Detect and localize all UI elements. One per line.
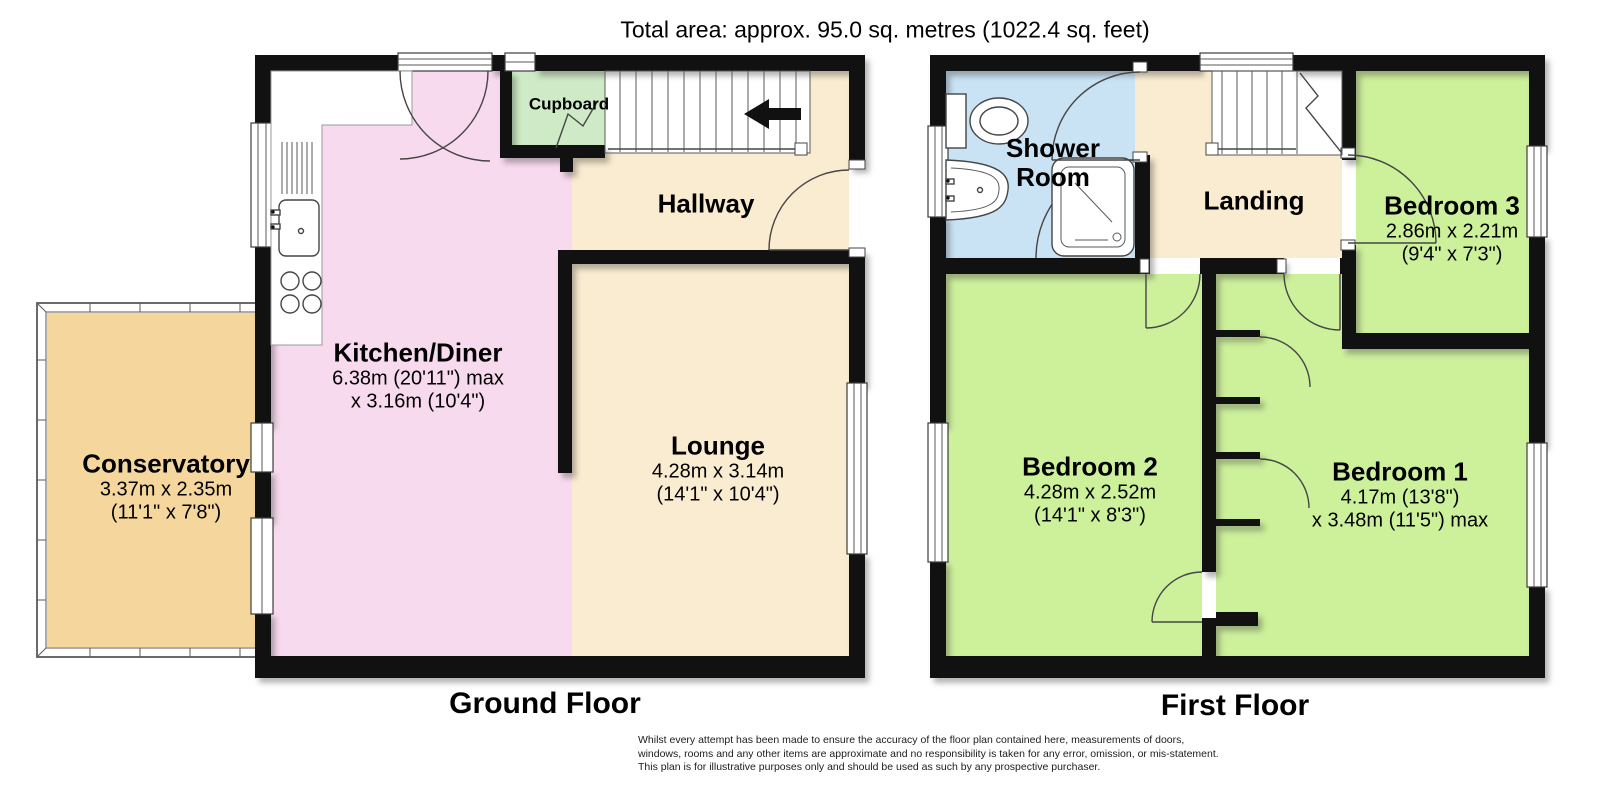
disclaimer-text [638,734,1219,775]
room-label-conservatory [82,450,250,525]
first-floor-label: First Floor [1160,689,1310,722]
room-name: Bedroom 3 [1384,190,1520,221]
room-name: Shower Room [1006,133,1100,192]
conservatory-opening-upper [251,423,273,472]
stair-newel-first [1206,143,1218,155]
room-label-bedroom2 [1022,453,1158,528]
room-label-shower-room [978,134,1128,192]
back-door-opening [398,53,492,71]
room-name: Bedroom 2 [1022,451,1158,482]
room-dimensions: (14'1" x 8'3") [1034,504,1146,527]
room-label-hallway [658,190,755,219]
room-dimensions: x 3.48m (11'5") max [1311,509,1489,532]
bedroom1-window [1527,443,1547,587]
room-name: Hallway [657,188,755,219]
landing-window [1200,53,1293,71]
shower-room-window [928,126,948,217]
room-dimensions: x 3.16m (10'4") [350,390,486,413]
front-door-jamb-top [849,160,865,169]
bedroom2-window [928,423,948,562]
bedroom3-door-jamb-bottom [1341,240,1355,250]
top-small-window [505,53,535,71]
kitchen-drainer-icon [282,142,312,194]
room-dimensions: 6.38m (20'11") max [332,367,504,390]
bedroom3-window [1527,146,1547,237]
conservatory-opening-lower [251,518,273,614]
room-dimensions: (9'4" x 7'3") [1401,243,1503,266]
room-dimensions: 4.28m x 3.14m [651,460,785,483]
room-name: Cupboard [528,94,610,114]
room-label-kitchen-diner [332,339,504,414]
ground-floor-label: Ground Floor [449,687,641,720]
disclaimer-line: windows, rooms and any other items are approximate and no responsibility is taken for any error, omission, or mis-statement. [638,747,1219,760]
shower-door-jamb-top [1133,62,1147,72]
room-name: Lounge [671,430,765,461]
room-label-lounge [652,432,784,507]
room-dimensions: 4.17m (13'8") [1340,486,1460,509]
bedroom1-door-jamb [1277,259,1286,273]
room-name: Bedroom 1 [1332,456,1468,487]
room-name: Conservatory [82,448,250,479]
room-dimensions: (11'1" x 7'8") [110,501,222,524]
room-dimensions: 4.28m x 2.52m [1023,481,1157,504]
room-label-landing [1203,187,1304,216]
bedroom3-door-jamb-top [1341,148,1355,158]
room-label-bedroom1 [1312,458,1488,533]
disclaimer-line: This plan is for illustrative purposes only and should be used as such by any prospective purchaser. [638,761,1101,773]
room-dimensions: (14'1" x 10'4") [656,483,780,506]
stair-newel [795,143,807,155]
kitchen-window [251,123,273,247]
room-label-cupboard [529,95,609,114]
room-name: Landing [1203,185,1305,216]
stairs-area-first [1212,71,1342,155]
bedroom2-door-jamb [1140,259,1149,273]
room-dimensions: 2.86m x 2.21m [1385,220,1519,243]
total-area-title: Total area: approx. 95.0 sq. metres (1022.4 sq. feet) [620,16,1150,43]
lounge-window [847,383,867,554]
front-door-jamb-bottom [849,248,865,257]
disclaimer-line: Whilst every attempt has been made to ensure the accuracy of the floor plan contained here, measurements of doors, [638,734,1185,746]
room-dimensions: 3.37m x 2.35m [99,478,233,501]
room-name: Kitchen/Diner [333,337,503,368]
room-label-bedroom3 [1384,192,1520,267]
